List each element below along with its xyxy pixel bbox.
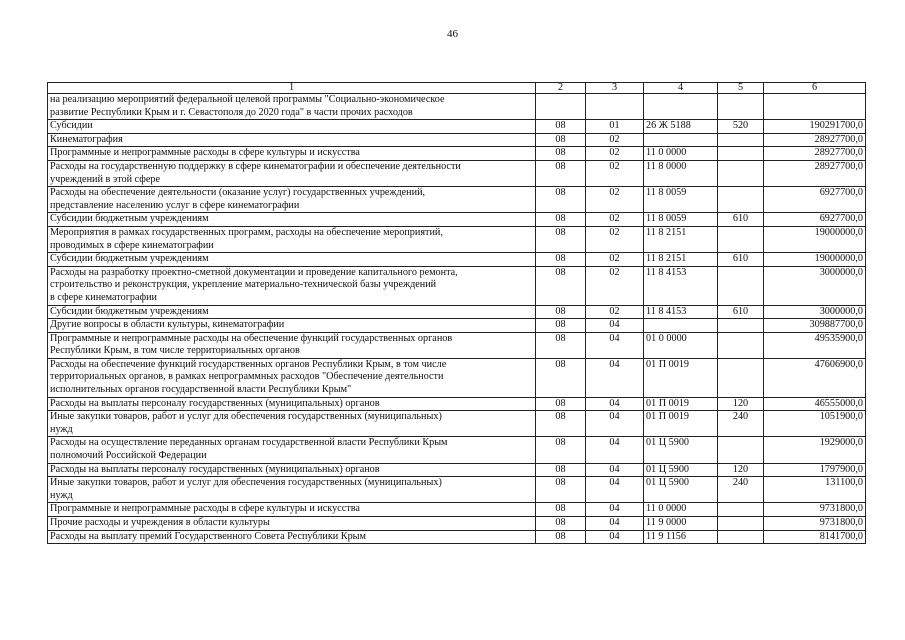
table-row [48,332,866,358]
row-subsection-cell: 04 [586,463,644,477]
row-section-cell: 08 [536,517,586,531]
table-row [48,120,866,134]
row-type-cell: 610 [718,305,764,319]
row-subsection-cell: 04 [586,530,644,544]
row-subsection-cell: 04 [586,358,644,397]
row-type-cell: 120 [718,463,764,477]
table-row [48,226,866,252]
row-subsection-cell: 04 [586,319,644,333]
row-section-cell: 08 [536,160,586,186]
row-code-cell: 26 Ж 5188 [644,120,718,134]
row-code-cell: 11 9 1156 [644,530,718,544]
row-name-cell: Расходы на разработку проектно-сметной документации и проведение капитального ремонта, строительство и реконструкция, укрепление материально-технической базы учреждений в сфере кинематографии [48,266,536,305]
row-code-cell [644,319,718,333]
row-name-cell: Мероприятия в рамках государственных программ, расходы на обеспечение мероприятий, проводимых в сфере кинематографии [48,226,536,252]
row-section-cell: 08 [536,305,586,319]
page-number: 46 [447,28,458,40]
table-row [48,253,866,267]
row-type-cell [718,160,764,186]
row-amount-cell: 6927700,0 [764,187,866,213]
row-subsection-cell: 02 [586,147,644,161]
row-name-cell: Расходы на осуществление переданных органам государственной власти Республики Крым полномочий Российской Федерации [48,437,536,463]
row-section-cell: 08 [536,503,586,517]
row-code-cell: 11 8 0059 [644,187,718,213]
row-section-cell: 08 [536,213,586,227]
budget-table [47,82,866,544]
row-type-cell [718,147,764,161]
row-section-cell: 08 [536,477,586,503]
row-subsection-cell: 04 [586,397,644,411]
table-row [48,305,866,319]
table-row [48,411,866,437]
row-type-cell [718,187,764,213]
header-cell-5: 5 [718,83,764,94]
row-type-cell: 120 [718,397,764,411]
row-amount-cell: 1051900,0 [764,411,866,437]
row-section-cell: 08 [536,226,586,252]
row-type-cell [718,530,764,544]
row-subsection-cell: 04 [586,332,644,358]
row-section-cell: 08 [536,133,586,147]
row-code-cell: 01 Ц 5900 [644,437,718,463]
row-amount-cell: 49535900,0 [764,332,866,358]
row-subsection-cell: 04 [586,477,644,503]
row-section-cell: 08 [536,253,586,267]
table-row [48,503,866,517]
header-cell-3: 3 [586,83,644,94]
row-subsection-cell: 02 [586,133,644,147]
row-subsection-cell: 02 [586,226,644,252]
row-name-cell: Субсидии [48,120,536,134]
row-subsection-cell: 04 [586,411,644,437]
row-section-cell: 08 [536,319,586,333]
table-row [48,266,866,305]
row-section-cell: 08 [536,358,586,397]
table-row [48,358,866,397]
table-row [48,437,866,463]
row-name-cell: Другие вопросы в области культуры, кинематографии [48,319,536,333]
row-code-cell: 11 8 4153 [644,266,718,305]
row-amount-cell: 190291700,0 [764,120,866,134]
row-amount-cell: 8141700,0 [764,530,866,544]
row-amount-cell: 47606900,0 [764,358,866,397]
row-type-cell [718,226,764,252]
table-row [48,160,866,186]
row-type-cell [718,266,764,305]
row-code-cell: 01 П 0019 [644,411,718,437]
row-type-cell [718,358,764,397]
row-code-cell: 01 П 0019 [644,358,718,397]
row-subsection-cell: 02 [586,253,644,267]
row-amount-cell: 19000000,0 [764,226,866,252]
table-row [48,397,866,411]
row-type-cell [718,517,764,531]
row-amount-cell: 1929000,0 [764,437,866,463]
row-name-cell: Иные закупки товаров, работ и услуг для обеспечения государственных (муниципальных) нужд [48,477,536,503]
row-code-cell: 11 0 0000 [644,503,718,517]
table-row [48,147,866,161]
row-type-cell: 520 [718,120,764,134]
row-amount-cell: 28927700,0 [764,133,866,147]
row-type-cell [718,94,764,120]
table-row [48,133,866,147]
row-code-cell: 11 8 0000 [644,160,718,186]
row-type-cell: 240 [718,477,764,503]
row-amount-cell: 3000000,0 [764,266,866,305]
row-name-cell: Субсидии бюджетным учреждениям [48,213,536,227]
row-amount-cell [764,94,866,120]
row-subsection-cell: 01 [586,120,644,134]
table-row [48,319,866,333]
row-name-cell: на реализацию мероприятий федеральной целевой программы "Социально-экономическое развитие Республики Крым и г. Севастополя до 2020 года" в части прочих расходов [48,94,536,120]
row-name-cell: Прочие расходы и учреждения в области культуры [48,517,536,531]
table-row [48,94,866,120]
row-name-cell: Расходы на обеспечение деятельности (оказание услуг) государственных учреждений, представление населению услуг в сфере кинематографии [48,187,536,213]
row-section-cell [536,94,586,120]
table-row [48,463,866,477]
row-section-cell: 08 [536,437,586,463]
row-type-cell [718,437,764,463]
row-code-cell: 01 0 0000 [644,332,718,358]
row-section-cell: 08 [536,397,586,411]
row-type-cell: 240 [718,411,764,437]
row-type-cell: 610 [718,253,764,267]
row-name-cell: Программные и непрограммные расходы в сфере культуры и искусства [48,147,536,161]
row-type-cell: 610 [718,213,764,227]
row-amount-cell: 19000000,0 [764,253,866,267]
row-amount-cell: 28927700,0 [764,147,866,161]
row-code-cell [644,94,718,120]
row-amount-cell: 131100,0 [764,477,866,503]
row-name-cell: Иные закупки товаров, работ и услуг для обеспечения государственных (муниципальных) нужд [48,411,536,437]
row-subsection-cell: 04 [586,517,644,531]
row-name-cell: Кинематография [48,133,536,147]
row-name-cell: Расходы на выплаты персоналу государственных (муниципальных) органов [48,397,536,411]
row-amount-cell: 9731800,0 [764,503,866,517]
row-name-cell: Программные и непрограммные расходы в сфере культуры и искусства [48,503,536,517]
row-code-cell: 01 Ц 5900 [644,463,718,477]
row-type-cell [718,133,764,147]
row-amount-cell: 9731800,0 [764,517,866,531]
table-header-row [48,83,866,94]
row-subsection-cell: 02 [586,160,644,186]
header-cell-2: 2 [536,83,586,94]
table-row [48,187,866,213]
row-subsection-cell: 04 [586,437,644,463]
row-code-cell [644,133,718,147]
row-subsection-cell: 02 [586,213,644,227]
row-type-cell [718,319,764,333]
row-section-cell: 08 [536,332,586,358]
row-subsection-cell: 02 [586,305,644,319]
row-code-cell: 11 9 0000 [644,517,718,531]
row-amount-cell: 3000000,0 [764,305,866,319]
row-code-cell: 11 8 0059 [644,213,718,227]
row-section-cell: 08 [536,266,586,305]
row-subsection-cell: 02 [586,187,644,213]
table-row [48,517,866,531]
row-amount-cell: 309887700,0 [764,319,866,333]
row-code-cell: 01 Ц 5900 [644,477,718,503]
row-code-cell: 11 0 0000 [644,147,718,161]
row-type-cell [718,332,764,358]
row-code-cell: 01 П 0019 [644,397,718,411]
row-name-cell: Расходы на обеспечение функций государственных органов Республики Крым, в том числе территориальных органов, в рамках непрограммных расходов "Обеспечение деятельности исполнительных органов государственной власти Республики Крым" [48,358,536,397]
row-code-cell: 11 8 4153 [644,305,718,319]
row-code-cell: 11 8 2151 [644,226,718,252]
row-code-cell: 11 8 2151 [644,253,718,267]
row-amount-cell: 6927700,0 [764,213,866,227]
row-subsection-cell: 04 [586,503,644,517]
row-name-cell: Программные и непрограммные расходы на обеспечение функций государственных органов Республики Крым, в том числе территориальных органов [48,332,536,358]
table-row [48,213,866,227]
row-amount-cell: 28927700,0 [764,160,866,186]
row-subsection-cell: 02 [586,266,644,305]
table-row [48,530,866,544]
row-section-cell: 08 [536,411,586,437]
row-name-cell: Субсидии бюджетным учреждениям [48,305,536,319]
row-section-cell: 08 [536,120,586,134]
header-cell-1: 1 [48,83,536,94]
row-name-cell: Расходы на выплаты персоналу государственных (муниципальных) органов [48,463,536,477]
row-type-cell [718,503,764,517]
row-amount-cell: 46555000,0 [764,397,866,411]
row-name-cell: Расходы на государственную поддержку в сфере кинематографии и обеспечение деятельности учреждений в этой сфере [48,160,536,186]
row-name-cell: Субсидии бюджетным учреждениям [48,253,536,267]
row-amount-cell: 1797900,0 [764,463,866,477]
row-section-cell: 08 [536,187,586,213]
row-name-cell: Расходы на выплату премий Государственного Совета Республики Крым [48,530,536,544]
header-cell-4: 4 [644,83,718,94]
row-section-cell: 08 [536,147,586,161]
table-row [48,477,866,503]
row-section-cell: 08 [536,530,586,544]
row-subsection-cell [586,94,644,120]
header-cell-6: 6 [764,83,866,94]
row-section-cell: 08 [536,463,586,477]
